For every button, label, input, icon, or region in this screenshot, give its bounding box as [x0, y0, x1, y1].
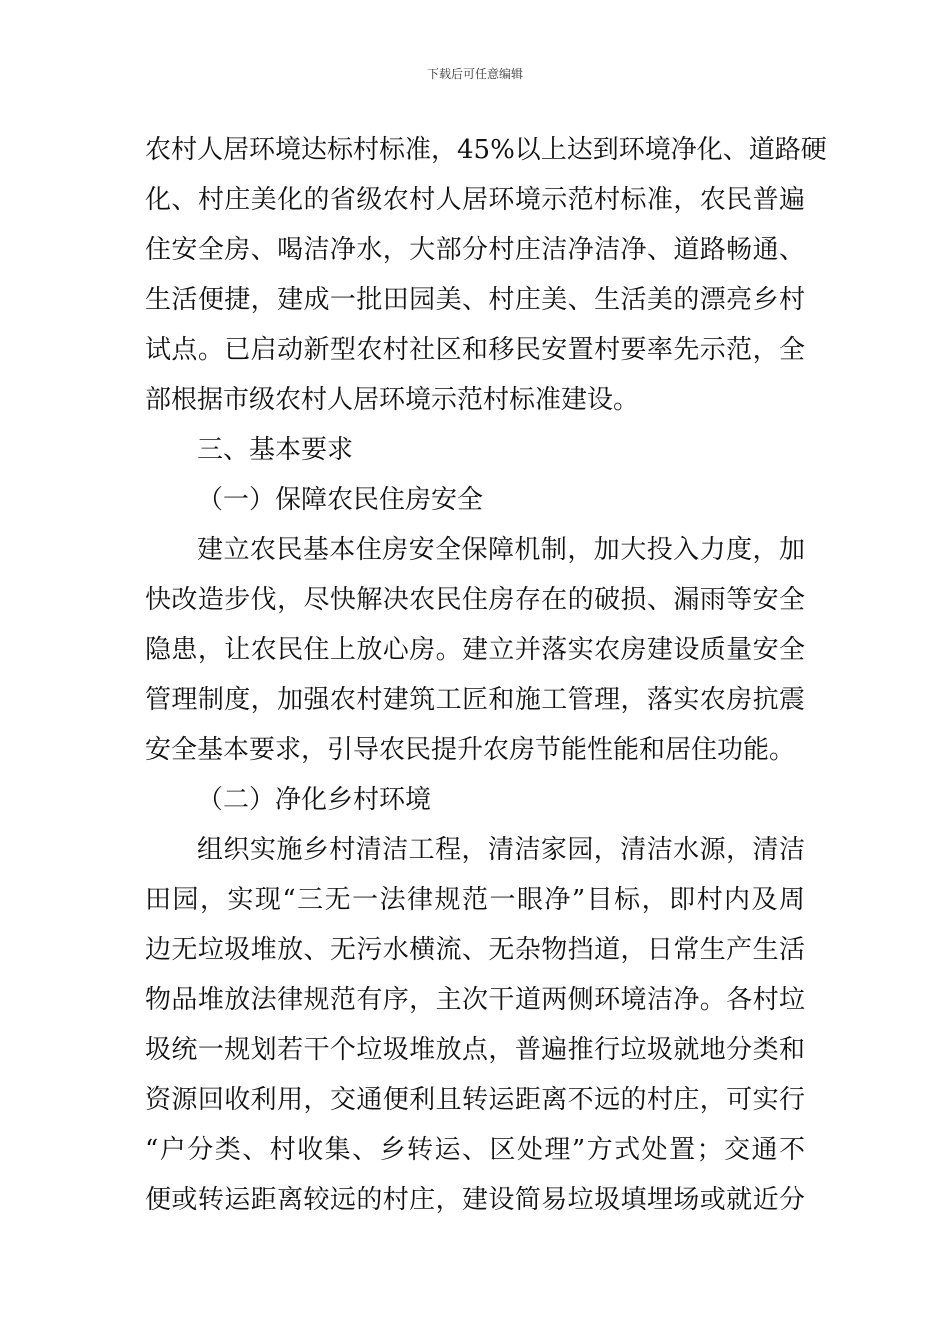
paragraph-line: 试点。已启动新型农村社区和移民安置村要率先示范，全	[145, 335, 805, 365]
paragraph-line: 生活便捷，建成一批田园美、村庄美、生活美的漂亮乡村	[145, 285, 805, 315]
paragraph-line: 住安全房、喝洁净水，大部分村庄洁净洁净、道路畅通、	[145, 235, 805, 265]
page-header: 下载后可任意编辑	[426, 67, 523, 81]
paragraph-line: 圾统一规划若干个垃圾堆放点，普遍推行垃圾就地分类和	[145, 1035, 805, 1065]
paragraph-line: 资源回收利用，交通便利且转运距离不远的村庄，可实行	[145, 1085, 805, 1115]
paragraph-line: 便或转运距离较远的村庄，建设简易垃圾填埋场或就近分	[145, 1185, 805, 1215]
paragraph-line: 化、村庄美化的省级农村人居环境示范村标准，农民普遍	[145, 185, 805, 215]
paragraph-line: 部根据市级农村人居环境示范村标准建设。	[145, 385, 640, 415]
paragraph-line: 隐患，让农民住上放心房。建立并落实农房建设质量安全	[145, 635, 805, 665]
paragraph-line: “户分类、村收集、乡转运、区处理”方式处置；交通不	[145, 1135, 805, 1165]
subsection-heading: （二）净化乡村环境	[197, 785, 432, 815]
paragraph-line: 管理制度，加强农村建筑工匠和施工管理，落实农房抗震	[145, 685, 805, 715]
paragraph-line: 组织实施乡村清洁工程，清洁家园，清洁水源，清洁	[197, 835, 805, 865]
paragraph-line: 边无垃圾堆放、无污水横流、无杂物挡道，日常生产生活	[145, 935, 805, 965]
section-heading: 三、基本要求	[197, 435, 354, 465]
paragraph-line: 建立农民基本住房安全保障机制，加大投入力度，加	[197, 535, 805, 565]
paragraph-line: 安全基本要求，引导农民提升农房节能性能和居住功能。	[145, 735, 796, 765]
paragraph-line: 快改造步伐，尽快解决农民住房存在的破损、漏雨等安全	[145, 585, 805, 615]
subsection-heading: （一）保障农民住房安全	[197, 485, 484, 515]
paragraph-line: 田园，实现“三无一法律规范一眼净”目标，即村内及周	[145, 885, 805, 915]
paragraph-line: 农村人居环境达标村标准，45%以上达到环境净化、道路硬	[145, 135, 827, 165]
paragraph-line: 物品堆放法律规范有序，主次干道两侧环境洁净。各村垃	[145, 985, 805, 1015]
